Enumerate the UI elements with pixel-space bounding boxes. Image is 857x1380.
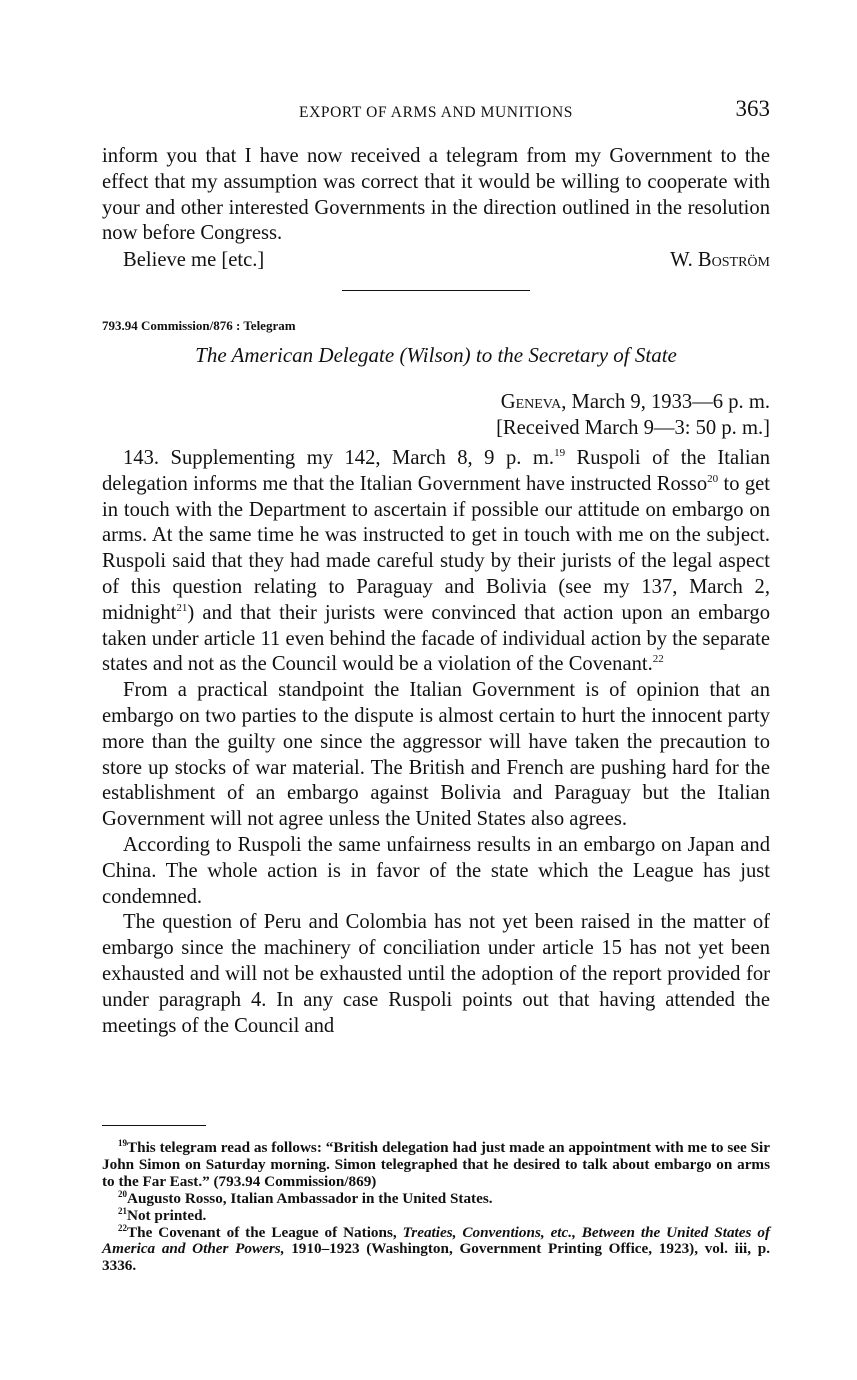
footnote-22: [102, 1222, 770, 1276]
footnote-20: [102, 1188, 770, 1208]
text-run: ) and that their jurists were convinced that action upon an embargo taken under article 11 even behind the facade of individual action by the separate states and not as the Council would be a violation of the Covenant.: [102, 601, 770, 676]
footnote-number: 20: [118, 1188, 127, 1199]
footnote-divider: [102, 1125, 206, 1126]
footnote-ref: 20: [707, 472, 719, 485]
page-header: [102, 96, 770, 130]
footnote-ref: 19: [554, 447, 566, 459]
letter-text: inform you that I have now received a telegram from my Government to the effect that my assumption was correct that it would be willing to cooperate with your and other interested Governments in the direction outlined in the resolution now before Congress.: [102, 145, 770, 245]
footnote-text: Augusto Rosso, Italian Ambassador in the United States.: [127, 1189, 493, 1207]
telegram-body: [102, 446, 770, 1039]
footnotes: [102, 1140, 770, 1275]
signature: W. Boström: [670, 249, 770, 271]
footnote-text: Not printed.: [127, 1206, 207, 1224]
closing-text: Believe me [etc.]: [123, 249, 265, 271]
running-head: EXPORT OF ARMS AND MUNITIONS: [299, 104, 573, 121]
section-divider: [342, 290, 530, 291]
footnote-text: 1910–1923 (Washington, Government Printing Office, 1923), vol. iii, p. 3336.: [102, 1240, 770, 1275]
footnote-number: 21: [118, 1205, 127, 1216]
date-sent: [496, 390, 770, 416]
footnote-ref: 22: [652, 653, 664, 666]
footnote-21: [102, 1205, 770, 1225]
footnote-ref: 21: [176, 601, 188, 614]
paragraph-3: According to Ruspoli the same unfairness results in an embargo on Japan and China. The whole action is in favor of the state which the League has just condemned.: [102, 833, 770, 908]
page-number: 363: [735, 96, 770, 121]
footnote-number: 22: [118, 1222, 127, 1233]
text-run: 143. Supplementing my 142, March 8, 9 p. m.: [123, 447, 555, 469]
date-text: , March 9, 1933—6 p. m.: [561, 391, 770, 413]
text-run: to get in touch with the Department to ascertain if possible our attitude on embargo on arms. At the same time he was instructed to get in touch with me on the subject. Ruspoli said that they had made careful study by their jurists of the legal aspect of this question relating to Paraguay and Bolivia (see my 137, March 2, midnight: [102, 472, 770, 624]
footnote-text: The Covenant of the League of Nations,: [127, 1223, 403, 1241]
footnote-number: 19: [118, 1138, 127, 1148]
dateline: [496, 390, 770, 442]
date-received: [Received March 9—3: 50 p. m.]: [496, 416, 770, 439]
place-name: Geneva: [500, 391, 562, 413]
paragraph-1: [102, 446, 770, 678]
paragraph-2: From a practical standpoint the Italian Government is of opinion that an embargo on two parties to the dispute is almost certain to hurt the innocent party more than the guilty one since the aggressor will have taken the precaution to store up stocks of war material. The British and French are pushing hard for the establishment of an embargo against Bolivia and Paraguay but the Italian Government will not agree unless the United States also agrees.: [102, 679, 770, 831]
letter-ending: [102, 144, 770, 247]
document-title: The American Delegate (Wilson) to the Secretary of State: [195, 343, 677, 367]
footnote-text: This telegram read as follows: “British delegation had just made an appointment with me to see Sir John Simon on Saturday morning. Simon telegraphed that he desired to talk about embargo on arms to the Far East.” (793.94 Commission/869): [102, 1139, 770, 1190]
file-number: 793.94 Commission/876 : Telegram: [102, 318, 296, 333]
footnote-19: [102, 1140, 770, 1191]
text-run: Ruspoli of the Italian delegation informs me that the Italian Government have instructed Rosso: [102, 447, 770, 495]
paragraph-4: The question of Peru and Colombia has not yet been raised in the matter of embargo since the machinery of conciliation under article 15 has not yet been exhausted and will not be exhausted until the adoption of the report provided for under paragraph 4. In any case Ruspoli points out that having attended the meetings of the Council and: [102, 911, 770, 1037]
footnote-italic-title: Treaties, Conventions, etc., Between the United States of America and Other Powers,: [102, 1223, 770, 1258]
